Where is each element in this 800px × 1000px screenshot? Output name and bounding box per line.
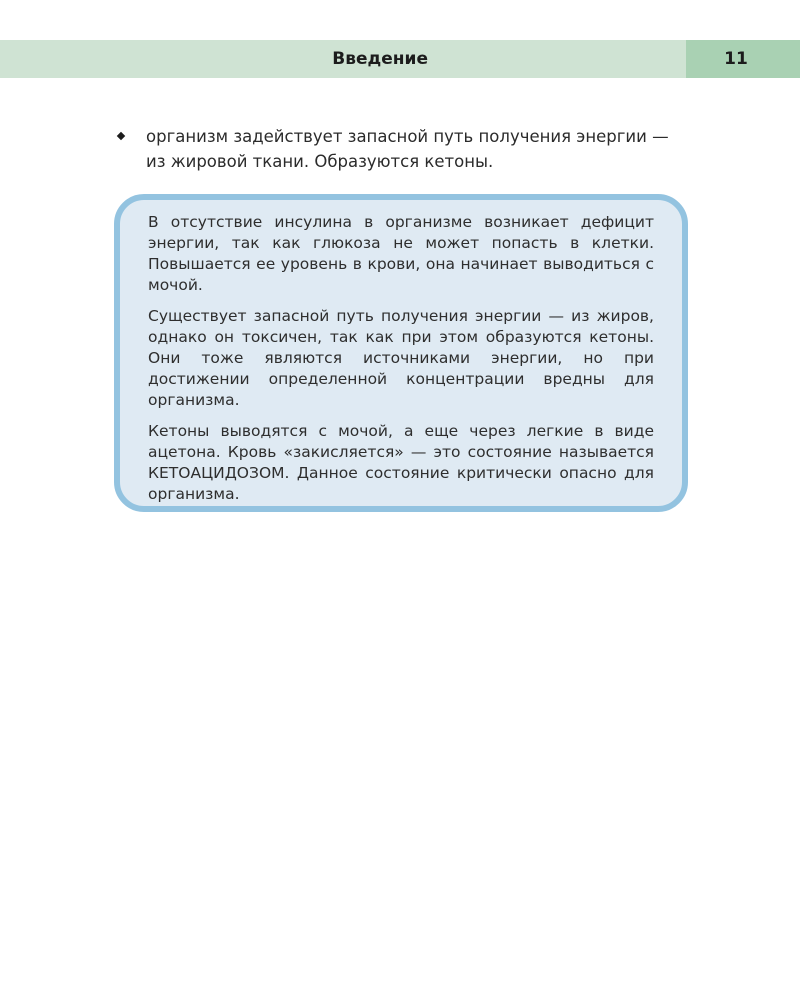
page-header <box>0 40 800 78</box>
bullet-diamond-icon <box>117 132 125 140</box>
bullet-text: организм задействует запасной путь получения энергии — из жировой ткани. Образуются кетоны. <box>146 127 669 171</box>
bullet-item <box>112 124 692 174</box>
info-callout-box <box>114 194 688 512</box>
callout-paragraph-2: Существует запасной путь получения энергии — из жиров, однако он токсичен, так как при этом образуются кетоны. Они тоже являются источниками энергии, но при достижении определенной концентрации вредны для организма. <box>148 307 654 409</box>
chapter-title: Введение <box>332 49 428 69</box>
page-number-box <box>686 40 800 78</box>
callout-paragraph-1: В отсутствие инсулина в организме возникает дефицит энергии, так как глюкоза не может попасть в клетки. Повышается ее уровень в крови, она начинает выводиться с мочой. <box>148 213 654 294</box>
page-number: 11 <box>724 49 748 69</box>
callout-paragraph-3: Кетоны выводятся с мочой, а еще через легкие в виде ацетона. Кровь «закисляется» — это состояние называется КЕТОАЦИДОЗОМ. Данное состояние критически опасно для организма. <box>148 422 654 503</box>
